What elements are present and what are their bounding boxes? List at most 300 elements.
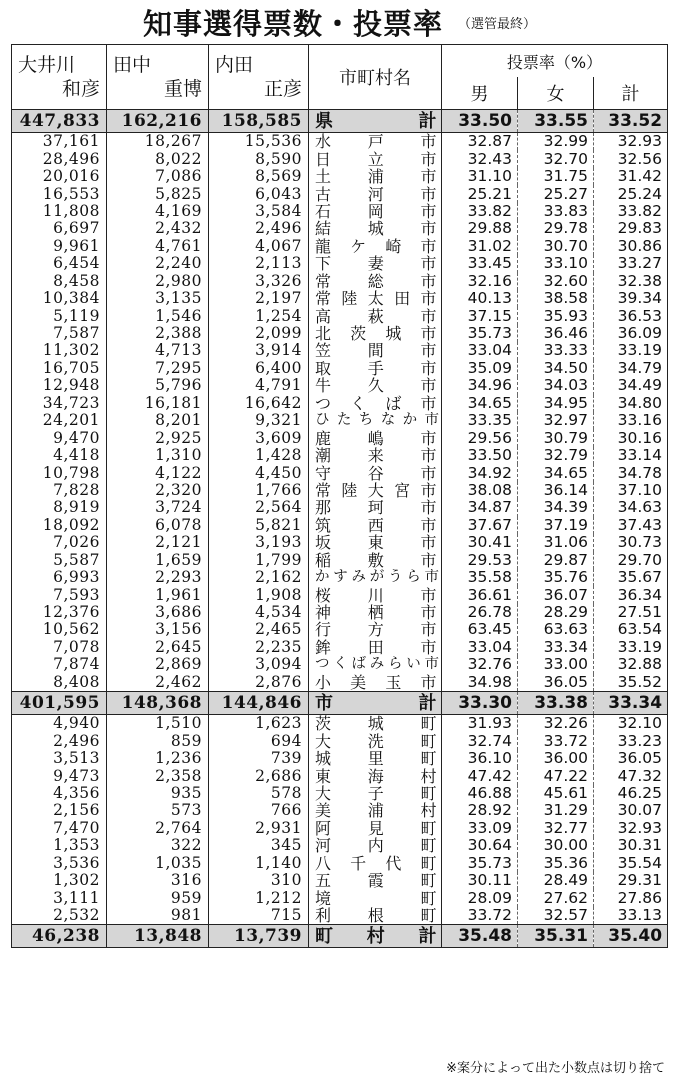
votes-uchida: 8,590	[209, 150, 309, 167]
turnout-female: 32.79	[518, 447, 594, 464]
turnout-male: 33.50	[442, 110, 518, 133]
table-row	[12, 674, 668, 692]
turnout-male: 47.42	[442, 767, 518, 784]
turnout-total: 34.80	[594, 395, 668, 412]
turnout-total: 30.07	[594, 802, 668, 819]
turnout-male: 33.09	[442, 820, 518, 837]
turnout-male: 33.04	[442, 639, 518, 656]
votes-uchida: 3,914	[209, 342, 309, 359]
turnout-male: 30.41	[442, 534, 518, 551]
table-row	[12, 307, 668, 324]
votes-oikawa: 16,553	[12, 185, 107, 202]
turnout-male: 38.08	[442, 482, 518, 499]
municipality-name: 市 計	[309, 692, 442, 715]
municipality-name: つくばみらい市	[309, 656, 442, 673]
municipality-name: 水戸市	[309, 133, 442, 151]
municipality-name: 小美玉市	[309, 674, 442, 692]
turnout-total: 36.53	[594, 307, 668, 324]
votes-tanaka: 5,825	[107, 185, 209, 202]
turnout-male: 35.58	[442, 569, 518, 586]
votes-uchida: 578	[209, 785, 309, 802]
turnout-male: 37.67	[442, 517, 518, 534]
turnout-total: 27.51	[594, 604, 668, 621]
turnout-male: 29.88	[442, 220, 518, 237]
votes-oikawa: 10,562	[12, 621, 107, 638]
votes-oikawa: 5,119	[12, 307, 107, 324]
municipality-name: 結城市	[309, 220, 442, 237]
turnout-female: 28.49	[518, 872, 594, 889]
table-row	[12, 820, 668, 837]
turnout-total: 35.54	[594, 855, 668, 872]
turnout-male: 32.76	[442, 656, 518, 673]
votes-oikawa: 3,536	[12, 855, 107, 872]
municipality-name: 取手市	[309, 360, 442, 377]
municipality-name: 守谷市	[309, 464, 442, 481]
votes-uchida: 15,536	[209, 133, 309, 151]
votes-uchida: 4,791	[209, 377, 309, 394]
municipality-name: 常総市	[309, 273, 442, 290]
votes-oikawa: 10,798	[12, 464, 107, 481]
turnout-male: 35.73	[442, 855, 518, 872]
turnout-male: 33.35	[442, 412, 518, 429]
votes-tanaka: 316	[107, 872, 209, 889]
votes-oikawa: 7,593	[12, 586, 107, 603]
municipality-name: 美浦村	[309, 802, 442, 819]
votes-oikawa: 8,458	[12, 273, 107, 290]
turnout-male: 33.45	[442, 255, 518, 272]
votes-tanaka: 16,181	[107, 395, 209, 412]
votes-oikawa: 7,587	[12, 325, 107, 342]
table-row	[12, 273, 668, 290]
turnout-male: 33.50	[442, 447, 518, 464]
turnout-total: 29.70	[594, 552, 668, 569]
municipality-name: 土浦市	[309, 168, 442, 185]
turnout-male: 30.64	[442, 837, 518, 854]
turnout-female: 29.78	[518, 220, 594, 237]
votes-uchida: 3,609	[209, 429, 309, 446]
votes-uchida: 1,212	[209, 889, 309, 906]
votes-oikawa: 9,473	[12, 767, 107, 784]
table-row	[12, 621, 668, 638]
turnout-male: 33.04	[442, 342, 518, 359]
turnout-male: 31.02	[442, 238, 518, 255]
turnout-female: 32.70	[518, 150, 594, 167]
votes-oikawa: 5,587	[12, 552, 107, 569]
votes-oikawa: 16,705	[12, 360, 107, 377]
municipality-name: つくば市	[309, 395, 442, 412]
votes-oikawa: 8,919	[12, 499, 107, 516]
municipality-name: 阿見町	[309, 820, 442, 837]
votes-tanaka: 4,713	[107, 342, 209, 359]
votes-tanaka: 8,022	[107, 150, 209, 167]
turnout-total: 34.63	[594, 499, 668, 516]
votes-tanaka: 2,462	[107, 674, 209, 692]
turnout-female: 35.76	[518, 569, 594, 586]
votes-uchida: 3,193	[209, 534, 309, 551]
turnout-total: 37.43	[594, 517, 668, 534]
votes-uchida: 2,465	[209, 621, 309, 638]
turnout-male: 31.10	[442, 168, 518, 185]
votes-tanaka: 4,761	[107, 238, 209, 255]
turnout-female: 33.38	[518, 692, 594, 715]
votes-uchida: 1,766	[209, 482, 309, 499]
votes-uchida: 1,140	[209, 855, 309, 872]
votes-uchida: 16,642	[209, 395, 309, 412]
votes-uchida: 13,739	[209, 925, 309, 948]
votes-oikawa: 28,496	[12, 150, 107, 167]
votes-tanaka: 2,121	[107, 534, 209, 551]
votes-oikawa: 12,948	[12, 377, 107, 394]
votes-oikawa: 12,376	[12, 604, 107, 621]
votes-oikawa: 6,697	[12, 220, 107, 237]
municipality-name: 北茨城市	[309, 325, 442, 342]
votes-tanaka: 981	[107, 907, 209, 925]
votes-uchida: 1,254	[209, 307, 309, 324]
table-row	[12, 569, 668, 586]
votes-uchida: 4,534	[209, 604, 309, 621]
turnout-total: 33.82	[594, 203, 668, 220]
table-row	[12, 639, 668, 656]
turnout-total: 30.16	[594, 429, 668, 446]
turnout-female: 36.05	[518, 674, 594, 692]
total-row	[12, 925, 668, 948]
total-row	[12, 110, 668, 133]
turnout-male: 46.88	[442, 785, 518, 802]
footnote: ※案分によって出た小数点は切り捨て	[446, 1061, 665, 1076]
total-header: 計	[594, 77, 668, 110]
turnout-total: 30.31	[594, 837, 668, 854]
votes-tanaka: 13,848	[107, 925, 209, 948]
turnout-female: 33.10	[518, 255, 594, 272]
municipality-name: 鉾田市	[309, 639, 442, 656]
turnout-female: 32.99	[518, 133, 594, 151]
table-row	[12, 133, 668, 151]
municipality-name: 筑西市	[309, 517, 442, 534]
votes-tanaka: 1,310	[107, 447, 209, 464]
turnout-male: 63.45	[442, 621, 518, 638]
turnout-male: 32.43	[442, 150, 518, 167]
turnout-male: 35.73	[442, 325, 518, 342]
votes-oikawa: 7,874	[12, 656, 107, 673]
table-row	[12, 534, 668, 551]
male-header: 男	[442, 77, 518, 110]
turnout-total: 31.42	[594, 168, 668, 185]
turnout-female: 34.39	[518, 499, 594, 516]
votes-tanaka: 2,432	[107, 220, 209, 237]
turnout-total: 25.24	[594, 185, 668, 202]
votes-uchida: 2,876	[209, 674, 309, 692]
table-row	[12, 377, 668, 394]
turnout-female: 29.87	[518, 552, 594, 569]
votes-oikawa: 37,161	[12, 133, 107, 151]
turnout-male: 32.74	[442, 732, 518, 749]
turnout-male: 36.61	[442, 586, 518, 603]
votes-oikawa: 6,454	[12, 255, 107, 272]
table-row	[12, 360, 668, 377]
votes-tanaka: 1,510	[107, 715, 209, 733]
votes-uchida: 1,908	[209, 586, 309, 603]
turnout-female: 37.19	[518, 517, 594, 534]
votes-oikawa: 2,496	[12, 732, 107, 749]
turnout-total: 36.05	[594, 750, 668, 767]
title-area	[0, 2, 679, 42]
table-row	[12, 447, 668, 464]
turnout-total: 32.10	[594, 715, 668, 733]
municipality-name: 古河市	[309, 185, 442, 202]
votes-tanaka: 8,201	[107, 412, 209, 429]
turnout-total: 33.52	[594, 110, 668, 133]
table-row	[12, 395, 668, 412]
table-row	[12, 238, 668, 255]
turnout-male: 40.13	[442, 290, 518, 307]
turnout-male: 30.11	[442, 872, 518, 889]
total-row	[12, 692, 668, 715]
turnout-female: 45.61	[518, 785, 594, 802]
votes-uchida: 6,400	[209, 360, 309, 377]
turnout-total: 30.73	[594, 534, 668, 551]
votes-tanaka: 1,236	[107, 750, 209, 767]
table-row	[12, 586, 668, 603]
votes-uchida: 2,564	[209, 499, 309, 516]
municipality-name: かすみがうら市	[309, 569, 442, 586]
votes-tanaka: 7,295	[107, 360, 209, 377]
votes-uchida: 2,931	[209, 820, 309, 837]
votes-oikawa: 9,961	[12, 238, 107, 255]
turnout-male: 29.53	[442, 552, 518, 569]
candidate-header-1: 大井川 和彦	[12, 45, 107, 110]
votes-tanaka: 2,980	[107, 273, 209, 290]
turnout-female: 38.58	[518, 290, 594, 307]
turnout-female: 34.65	[518, 464, 594, 481]
votes-uchida: 2,235	[209, 639, 309, 656]
turnout-total: 34.79	[594, 360, 668, 377]
municipality-name: 利根町	[309, 907, 442, 925]
votes-tanaka: 1,659	[107, 552, 209, 569]
votes-tanaka: 2,388	[107, 325, 209, 342]
votes-tanaka: 7,086	[107, 168, 209, 185]
turnout-female: 32.60	[518, 273, 594, 290]
votes-oikawa: 3,111	[12, 889, 107, 906]
municipality-name: 常陸太田市	[309, 290, 442, 307]
votes-uchida: 4,450	[209, 464, 309, 481]
turnout-female: 35.31	[518, 925, 594, 948]
votes-uchida: 739	[209, 750, 309, 767]
turnout-female: 31.06	[518, 534, 594, 551]
turnout-total: 33.34	[594, 692, 668, 715]
votes-uchida: 4,067	[209, 238, 309, 255]
table-row	[12, 785, 668, 802]
turnout-male: 33.72	[442, 907, 518, 925]
table-row	[12, 889, 668, 906]
votes-oikawa: 4,940	[12, 715, 107, 733]
table-row	[12, 732, 668, 749]
votes-oikawa: 3,513	[12, 750, 107, 767]
turnout-female: 30.00	[518, 837, 594, 854]
turnout-female: 33.83	[518, 203, 594, 220]
turnout-total: 37.10	[594, 482, 668, 499]
votes-tanaka: 3,686	[107, 604, 209, 621]
turnout-female: 25.27	[518, 185, 594, 202]
turnout-female: 35.93	[518, 307, 594, 324]
turnout-female: 28.29	[518, 604, 594, 621]
municipality-name: 五霞町	[309, 872, 442, 889]
turnout-total: 33.27	[594, 255, 668, 272]
votes-oikawa: 18,092	[12, 517, 107, 534]
municipality-name: 笠間市	[309, 342, 442, 359]
turnout-total: 32.56	[594, 150, 668, 167]
municipality-name: 石岡市	[309, 203, 442, 220]
turnout-total: 35.67	[594, 569, 668, 586]
turnout-female: 31.29	[518, 802, 594, 819]
turnout-female: 32.57	[518, 907, 594, 925]
table-row	[12, 429, 668, 446]
turnout-total: 33.14	[594, 447, 668, 464]
turnout-male: 26.78	[442, 604, 518, 621]
municipality-name: 日立市	[309, 150, 442, 167]
page-subtitle: （選管最終）	[458, 17, 537, 32]
turnout-total: 33.19	[594, 639, 668, 656]
votes-uchida: 6,043	[209, 185, 309, 202]
votes-tanaka: 1,546	[107, 307, 209, 324]
turnout-male: 32.16	[442, 273, 518, 290]
votes-oikawa: 7,078	[12, 639, 107, 656]
votes-uchida: 2,197	[209, 290, 309, 307]
votes-uchida: 8,569	[209, 168, 309, 185]
turnout-female: 30.70	[518, 238, 594, 255]
votes-tanaka: 4,169	[107, 203, 209, 220]
municipality-name: 大洗町	[309, 732, 442, 749]
municipality-name: 神栖市	[309, 604, 442, 621]
votes-tanaka: 6,078	[107, 517, 209, 534]
municipality-name: ひたちなか市	[309, 412, 442, 429]
votes-uchida: 2,686	[209, 767, 309, 784]
turnout-male: 35.48	[442, 925, 518, 948]
votes-oikawa: 401,595	[12, 692, 107, 715]
table-row	[12, 482, 668, 499]
votes-tanaka: 959	[107, 889, 209, 906]
turnout-female: 33.55	[518, 110, 594, 133]
votes-oikawa: 1,353	[12, 837, 107, 854]
votes-tanaka: 2,240	[107, 255, 209, 272]
votes-oikawa: 7,828	[12, 482, 107, 499]
votes-oikawa: 2,156	[12, 802, 107, 819]
turnout-female: 33.00	[518, 656, 594, 673]
votes-oikawa: 20,016	[12, 168, 107, 185]
turnout-total: 36.34	[594, 586, 668, 603]
turnout-total: 29.31	[594, 872, 668, 889]
votes-tanaka: 2,293	[107, 569, 209, 586]
turnout-female: 32.77	[518, 820, 594, 837]
municipality-name: 牛久市	[309, 377, 442, 394]
table-row	[12, 802, 668, 819]
votes-oikawa: 6,993	[12, 569, 107, 586]
turnout-header: 投票率（%）	[442, 45, 668, 78]
table-row	[12, 750, 668, 767]
votes-uchida: 1,623	[209, 715, 309, 733]
table-row	[12, 517, 668, 534]
votes-tanaka: 4,122	[107, 464, 209, 481]
municipality-name: 境 町	[309, 889, 442, 906]
table-row	[12, 290, 668, 307]
votes-tanaka: 2,764	[107, 820, 209, 837]
turnout-male: 34.87	[442, 499, 518, 516]
table-row	[12, 412, 668, 429]
candidate-header-3: 内田 正彦	[209, 45, 309, 110]
turnout-total: 63.54	[594, 621, 668, 638]
votes-oikawa: 2,532	[12, 907, 107, 925]
table-row	[12, 185, 668, 202]
municipality-name: 城里町	[309, 750, 442, 767]
votes-oikawa: 24,201	[12, 412, 107, 429]
turnout-male: 34.65	[442, 395, 518, 412]
votes-tanaka: 3,135	[107, 290, 209, 307]
votes-uchida: 3,584	[209, 203, 309, 220]
votes-uchida: 2,496	[209, 220, 309, 237]
candidate-header-2: 田中 重博	[107, 45, 209, 110]
municipality-name: 桜川市	[309, 586, 442, 603]
votes-oikawa: 46,238	[12, 925, 107, 948]
table-row	[12, 715, 668, 733]
votes-oikawa: 447,833	[12, 110, 107, 133]
votes-oikawa: 1,302	[12, 872, 107, 889]
turnout-female: 33.34	[518, 639, 594, 656]
votes-uchida: 1,799	[209, 552, 309, 569]
votes-uchida: 2,113	[209, 255, 309, 272]
municipality-name: 那珂市	[309, 499, 442, 516]
municipality-header: 市町村名	[309, 45, 442, 110]
turnout-female: 27.62	[518, 889, 594, 906]
table-row	[12, 872, 668, 889]
turnout-total: 33.23	[594, 732, 668, 749]
votes-tanaka: 162,216	[107, 110, 209, 133]
turnout-total: 46.25	[594, 785, 668, 802]
table-row	[12, 220, 668, 237]
votes-tanaka: 859	[107, 732, 209, 749]
results-table	[11, 44, 668, 948]
turnout-total: 36.09	[594, 325, 668, 342]
turnout-total: 35.40	[594, 925, 668, 948]
turnout-total: 34.78	[594, 464, 668, 481]
municipality-name: 鹿嶋市	[309, 429, 442, 446]
turnout-male: 28.92	[442, 802, 518, 819]
table-row	[12, 656, 668, 673]
votes-tanaka: 1,035	[107, 855, 209, 872]
table-row	[12, 499, 668, 516]
municipality-name: 八千代町	[309, 855, 442, 872]
votes-uchida: 144,846	[209, 692, 309, 715]
table-row	[12, 150, 668, 167]
table-row	[12, 464, 668, 481]
turnout-total: 32.88	[594, 656, 668, 673]
municipality-name: 大子町	[309, 785, 442, 802]
votes-uchida: 694	[209, 732, 309, 749]
female-header: 女	[518, 77, 594, 110]
turnout-male: 33.82	[442, 203, 518, 220]
table-row	[12, 255, 668, 272]
turnout-total: 32.38	[594, 273, 668, 290]
turnout-male: 35.09	[442, 360, 518, 377]
municipality-name: 下妻市	[309, 255, 442, 272]
page-title: 知事選得票数・投票率	[142, 7, 443, 41]
turnout-female: 35.36	[518, 855, 594, 872]
turnout-female: 32.97	[518, 412, 594, 429]
turnout-total: 47.32	[594, 767, 668, 784]
votes-tanaka: 322	[107, 837, 209, 854]
votes-oikawa: 34,723	[12, 395, 107, 412]
municipality-name: 高萩市	[309, 307, 442, 324]
votes-tanaka: 2,320	[107, 482, 209, 499]
turnout-total: 32.93	[594, 133, 668, 151]
